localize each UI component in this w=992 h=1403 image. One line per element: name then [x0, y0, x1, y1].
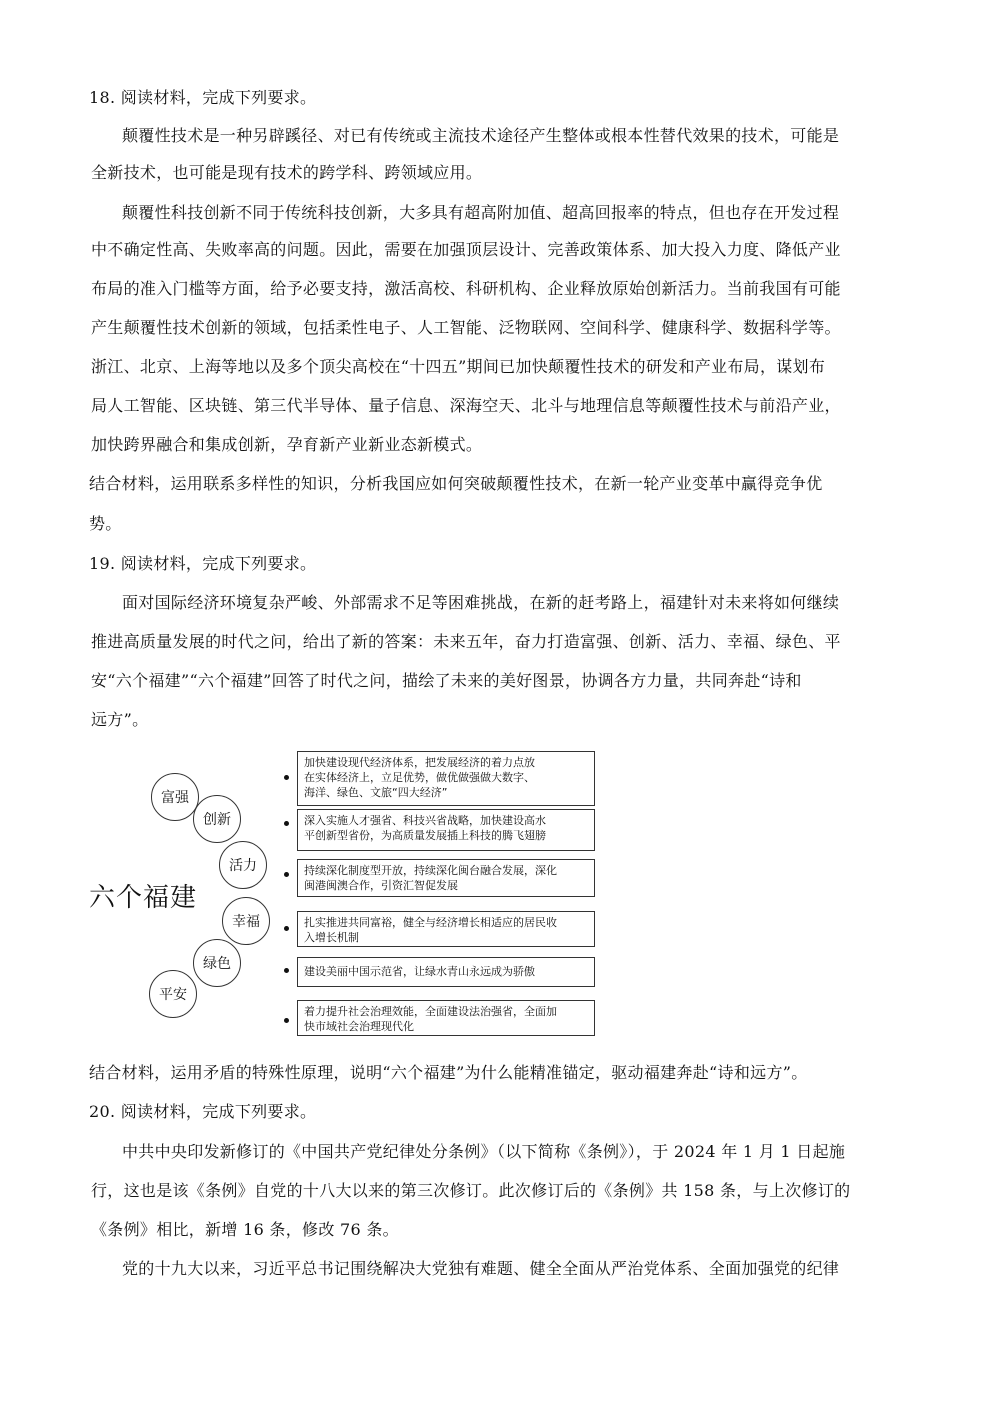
- box-chuangxin-line-1: 深入实施人才强省、科技兴省战略，加快建设高水: [304, 814, 546, 827]
- box-fuqiang-line-1: 加快建设现代经济体系，把发展经济的着力点放: [304, 756, 535, 769]
- box-pingan: [297, 1000, 595, 1036]
- q19-p1-line-3: 安“六个福建”“六个福建”回答了时代之问，描绘了未来的美好图景，协调各方力量，共同奔赴“诗和: [91, 671, 802, 690]
- box-fuqiang-line-2: 在实体经济上，立足优势，做优做强做大数字、: [304, 771, 535, 784]
- circle-pingan: 平安: [149, 970, 197, 1018]
- box-fuqiang-line-3: 海洋、绿色、文旅“四大经济”: [304, 786, 448, 799]
- q19-p1-line-4: 远方”。: [91, 710, 149, 729]
- bullet-3: [284, 872, 289, 877]
- q18-question-line-1: 结合材料，运用联系多样性的知识，分析我国应如何突破颠覆性技术，在新一轮产业变革中赢得竞争优: [89, 474, 823, 493]
- q18-heading: 18. 阅读材料，完成下列要求。: [89, 88, 317, 107]
- q18-p2-line-7: 加快跨界融合和集成创新，孕育新产业新业态新模式。: [91, 435, 483, 454]
- circle-fuqiang: 富强: [151, 773, 199, 821]
- box-chuangxin-line-2: 平创新型省份，为高质量发展插上科技的腾飞翅膀: [304, 829, 546, 842]
- box-lvse: [297, 957, 595, 987]
- q19-p1-line-1: 面对国际经济环境复杂严峻、外部需求不足等困难挑战，在新的赶考路上，福建针对未来将如何继续: [122, 593, 840, 612]
- diagram-title: 六个福建: [89, 883, 198, 913]
- box-xingfu: [297, 911, 595, 947]
- box-pingan-line-1: 着力提升社会治理效能，全面建设法治强省，全面加: [304, 1005, 557, 1018]
- q18-p2-line-1: 颠覆性科技创新不同于传统科技创新，大多具有超高附加值、超高回报率的特点，但也存在开发过程: [122, 203, 840, 222]
- box-huoli-line-1: 持续深化制度型开放，持续深化闽台融合发展，深化: [304, 864, 557, 877]
- box-fuqiang: [297, 751, 595, 806]
- q20-p2-line-1: 党的十九大以来，习近平总书记围绕解决大党独有难题、健全全面从严治党体系、全面加强党的纪律: [122, 1259, 840, 1278]
- circle-xingfu: 幸福: [222, 897, 270, 945]
- q20-p1-line-3: 《条例》相比，新增 16 条，修改 76 条。: [91, 1220, 399, 1239]
- q18-p2-line-4: 产生颠覆性技术创新的领域，包括柔性电子、人工智能、泛物联网、空间科学、健康科学、数据科学等。: [91, 318, 841, 337]
- box-xingfu-line-1: 扎实推进共同富裕，健全与经济增长相适应的居民收: [304, 916, 557, 929]
- box-huoli-line-2: 闽港闽澳合作，引资汇智促发展: [304, 879, 458, 892]
- six-fujian-diagram: [85, 745, 605, 1045]
- circle-chuangxin: 创新: [193, 795, 241, 843]
- q19-heading: 19. 阅读材料，完成下列要求。: [89, 554, 317, 573]
- box-huoli: [297, 859, 595, 897]
- q18-p2-line-6: 局人工智能、区块链、第三代半导体、量子信息、深海空天、北斗与地理信息等颠覆性技术与前沿产业，: [91, 396, 841, 415]
- bullet-6: [284, 1018, 289, 1023]
- q20-heading: 20. 阅读材料，完成下列要求。: [89, 1102, 317, 1121]
- q18-p1-line-2: 全新技术，也可能是现有技术的跨学科、跨领域应用。: [91, 163, 483, 182]
- bullet-5: [284, 968, 289, 973]
- q18-p2-line-2: 中不确定性高、失败率高的问题。因此，需要在加强顶层设计、完善政策体系、加大投入力度、降低产业: [91, 240, 841, 259]
- q20-p1-line-1: 中共中央印发新修订的《中国共产党纪律处分条例》（以下简称《条例》），于 2024 年 1 月 1 日起施: [122, 1142, 846, 1161]
- q19-question: 结合材料，运用矛盾的特殊性原理，说明“六个福建”为什么能精准锚定，驱动福建奔赴“诗和远方”。: [89, 1063, 808, 1082]
- box-chuangxin: [297, 809, 595, 851]
- circle-huoli: 活力: [219, 841, 267, 889]
- q19-p1-line-2: 推进高质量发展的时代之问，给出了新的答案：未来五年，奋力打造富强、创新、活力、幸福、绿色、平: [91, 632, 841, 651]
- q20-p1-line-2: 行，这也是该《条例》自党的十八大以来的第三次修订。此次修订后的《条例》共 158 条，与上次修订的: [91, 1181, 851, 1200]
- q18-p2-line-3: 布局的准入门槛等方面，给予必要支持，激活高校、科研机构、企业释放原始创新活力。当前我国有可能: [91, 279, 841, 298]
- q18-p1-line-1: 颠覆性技术是一种另辟蹊径、对已有传统或主流技术途径产生整体或根本性替代效果的技术，可能是: [122, 126, 840, 145]
- box-xingfu-line-2: 入增长机制: [304, 931, 359, 944]
- circle-lvse: 绿色: [193, 939, 241, 987]
- bullet-2: [284, 821, 289, 826]
- bullet-4: [284, 926, 289, 931]
- q18-question-line-2: 势。: [89, 514, 122, 533]
- box-pingan-line-2: 快市域社会治理现代化: [304, 1020, 414, 1033]
- box-lvse-line-1: 建设美丽中国示范省，让绿水青山永远成为骄傲: [304, 965, 535, 978]
- bullet-1: [284, 775, 289, 780]
- q18-p2-line-5: 浙江、北京、上海等地以及多个顶尖高校在“十四五”期间已加快颠覆性技术的研发和产业布局，谋划布: [91, 357, 826, 376]
